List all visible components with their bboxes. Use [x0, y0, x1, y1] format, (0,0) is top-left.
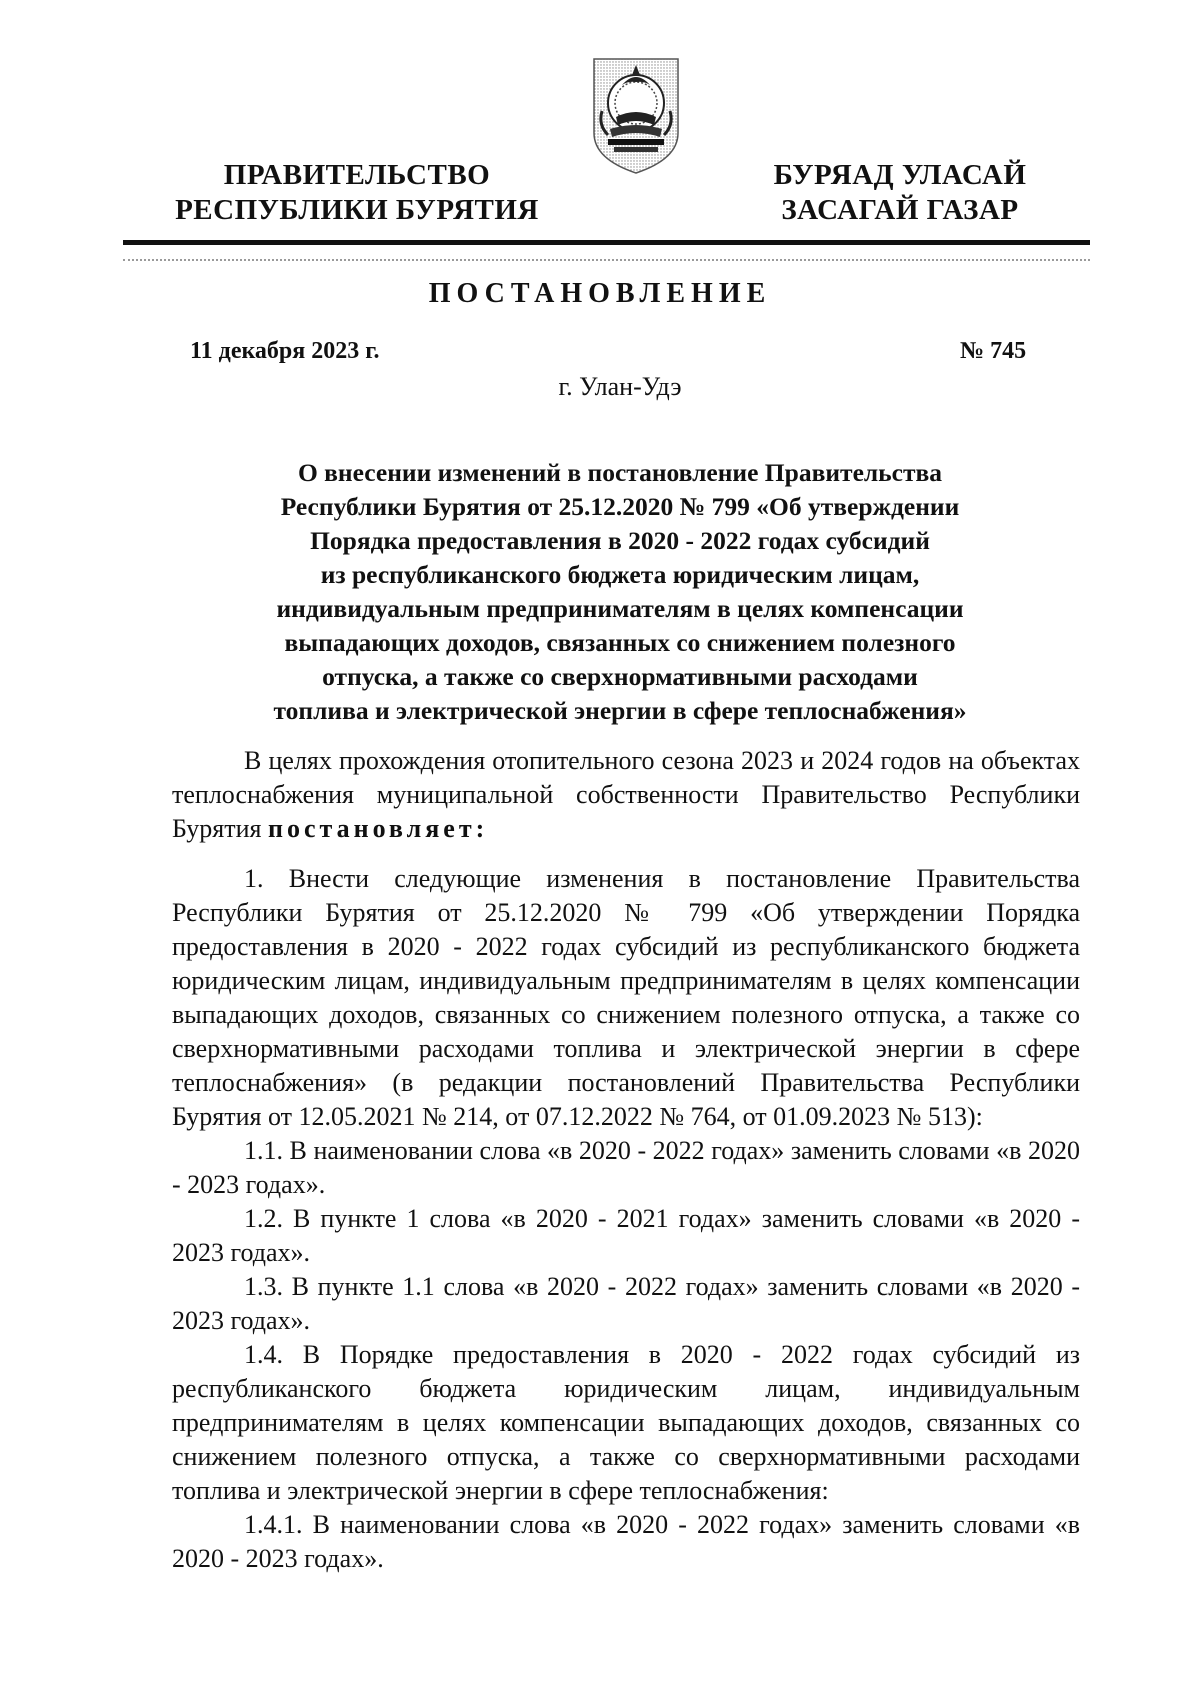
- document-date: 11 декабря 2023 г.: [190, 338, 380, 364]
- org-name-line: ПРАВИТЕЛЬСТВО: [223, 159, 491, 191]
- document-number: № 745: [960, 338, 1027, 364]
- document-title: [170, 456, 1070, 728]
- document-city: г. Улан-Удэ: [558, 372, 682, 401]
- body-paragraph: 1.4.1. В наименовании слова «в 2020 - 2022 годах» заменить словами «в 2020 - 2023 годах».: [172, 1510, 1080, 1573]
- body-paragraph: 1.2. В пункте 1 слова «в 2020 - 2021 годах» заменить словами «в 2020 - 2023 годах».: [172, 1204, 1080, 1267]
- title-line: выпадающих доходов, связанных со снижением полезного: [284, 628, 956, 657]
- org-name-russian: [172, 158, 542, 228]
- title-line: топлива и электрической энергии в сфере теплоснабжения»: [273, 696, 967, 725]
- org-name-line: ЗАСАГАЙ ГАЗАР: [781, 194, 1019, 226]
- preamble-verb: постановляет:: [267, 814, 489, 843]
- body-paragraph: 1. Внести следующие изменения в постановление Правительства Республики Бурятия от 25.12.2020 № 799 «Об утверждении Порядка предоставления в 2020 - 2022 годах субсидий из республиканского бюджета юридическим лицам, индивидуальным предпринимателям в целях компенсации выпадающих доходов, связанных со снижением полезного отпуска, а также со сверхнормативными расходами топлива и электрической энергии в сфере теплоснабжения» (в редакции постановлений Правительства Республики Бурятия от 12.05.2021 № 214, от 07.12.2022 № 764, от 01.09.2023 № 513):: [172, 864, 1080, 1131]
- body-paragraph: 1.1. В наименовании слова «в 2020 - 2022 годах» заменить словами «в 2020 - 2023 годах».: [172, 1136, 1080, 1199]
- title-line: Порядка предоставления в 2020 - 2022 годах субсидий: [310, 526, 930, 555]
- header-divider-thin: [123, 259, 1090, 261]
- title-line: отпуска, а также со сверхнормативными расходами: [322, 662, 918, 691]
- body-paragraph: 1.3. В пункте 1.1 слова «в 2020 - 2022 годах» заменить словами «в 2020 - 2023 годах».: [172, 1272, 1080, 1335]
- document-body: [172, 744, 1080, 1576]
- title-line: О внесении изменений в постановление Правительства: [297, 458, 943, 487]
- title-line: из республиканского бюджета юридическим лицам,: [320, 560, 920, 589]
- coat-of-arms-buryatia-icon: [588, 55, 684, 177]
- header-divider-thick: [123, 240, 1090, 245]
- org-name-buryat: [735, 158, 1065, 228]
- org-name-line: РЕСПУБЛИКИ БУРЯТИЯ: [175, 194, 539, 226]
- org-name-line: БУРЯАД УЛАСАЙ: [773, 159, 1027, 191]
- document-type: ПОСТАНОВЛЕНИЕ: [428, 278, 772, 309]
- title-line: индивидуальным предпринимателям в целях компенсации: [276, 594, 964, 623]
- preamble-paragraph: [172, 744, 1080, 846]
- body-paragraph: 1.4. В Порядке предоставления в 2020 - 2022 годах субсидий из республиканского бюджета юридическим лицам, индивидуальным предпринимателям в целях компенсации выпадающих доходов, связанных со снижением полезного отпуска, а также со сверхнормативными расходами топлива и электрической энергии в сфере теплоснабжения:: [172, 1340, 1080, 1505]
- preamble-text: В целях прохождения отопительного сезона 2023 и 2024 годов на объектах теплоснабжения муниципальной собственности Правительство Республики Бурятия: [172, 746, 1080, 843]
- title-line: Республики Бурятия от 25.12.2020 № 799 «Об утверждении: [280, 492, 960, 521]
